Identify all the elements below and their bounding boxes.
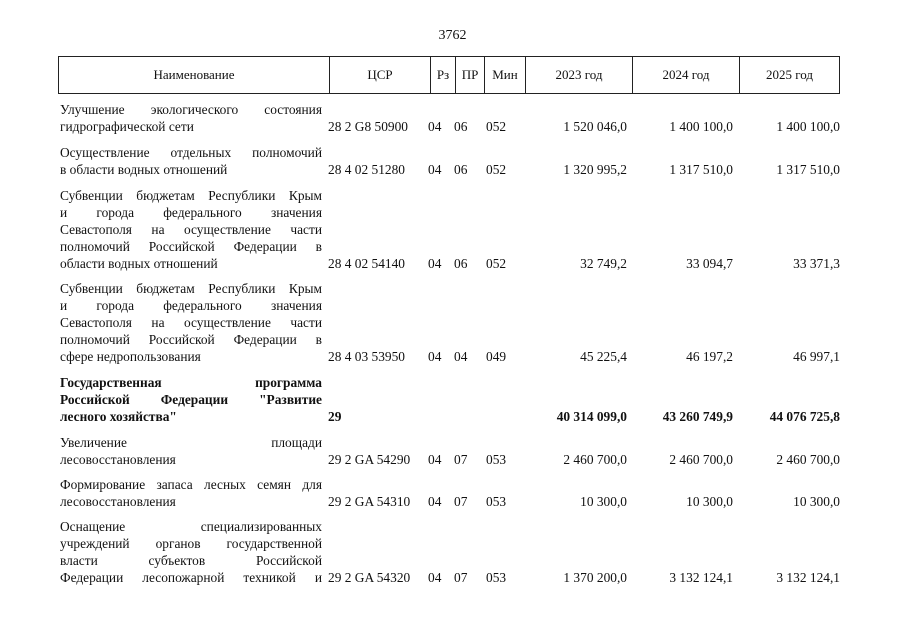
row-2024: 43 260 749,9 (662, 409, 733, 424)
row-rz: 04 (428, 349, 442, 364)
row-name-line: сфере недропользования (60, 349, 201, 364)
row-2025: 33 371,3 (793, 256, 840, 271)
program-row (60, 374, 840, 425)
row-name-line: Севастополя на осуществление части (60, 222, 322, 237)
row-name-line: власти субъектов Российской (60, 553, 322, 568)
row-name-line: учреждений органов государственной (60, 536, 322, 551)
row-2025: 10 300,0 (793, 494, 840, 509)
row-2024: 3 132 124,1 (669, 570, 733, 585)
header-name: Наименование (153, 67, 235, 82)
row-2024: 33 094,7 (686, 256, 733, 271)
row-csr: 29 2 GA 54310 (328, 494, 411, 509)
row-rz: 04 (428, 570, 442, 585)
row-rz: 04 (428, 256, 442, 271)
row-name-line: Улучшение экологического состояния (60, 102, 322, 117)
row-name-line: Субвенции бюджетам Республики Крым (60, 188, 322, 203)
row-min: 053 (486, 452, 507, 467)
row-name-line: Формирование запаса лесных семян для (60, 477, 322, 492)
row-name-line: лесного хозяйства" (60, 409, 177, 424)
row-2025: 2 460 700,0 (776, 452, 840, 467)
row-2023: 1 370 200,0 (563, 570, 627, 585)
table-row (60, 434, 840, 468)
header-2025: 2025 год (739, 57, 839, 93)
row-csr: 28 2 G8 50900 (328, 119, 408, 134)
row-min: 049 (486, 349, 507, 364)
row-name-line: Федерации лесопожарной техникой и (60, 570, 322, 585)
row-min: 052 (486, 119, 507, 134)
row-2025: 46 997,1 (793, 349, 840, 364)
row-min: 053 (486, 570, 507, 585)
row-2025: 1 400 100,0 (776, 119, 840, 134)
row-name-line: Осуществление отдельных полномочий (60, 145, 322, 160)
row-name-line: полномочий Российской Федерации в (60, 239, 322, 254)
table-header (58, 56, 840, 94)
row-name-line: Увеличение площади (60, 435, 322, 450)
row-2023: 40 314 099,0 (556, 409, 627, 424)
row-2023: 32 749,2 (580, 256, 627, 271)
row-2023: 45 225,4 (580, 349, 627, 364)
row-csr: 28 4 02 51280 (328, 162, 405, 177)
row-name-line: гидрографической сети (60, 119, 194, 134)
row-pr: 07 (454, 570, 468, 585)
row-2025: 3 132 124,1 (776, 570, 840, 585)
row-min: 052 (486, 256, 507, 271)
row-2024: 10 300,0 (686, 494, 733, 509)
header-min: Мин (484, 57, 525, 93)
row-2023: 1 320 995,2 (563, 162, 627, 177)
row-csr: 28 4 02 54140 (328, 256, 405, 271)
row-name-line: Оснащение специализированных (60, 519, 322, 534)
header-2024: 2024 год (632, 57, 739, 93)
table-row (60, 144, 840, 178)
row-2023: 2 460 700,0 (563, 452, 627, 467)
row-name-line: Севастополя на осуществление части (60, 315, 322, 330)
row-name-line: лесовосстановления (60, 452, 176, 467)
row-2024: 46 197,2 (686, 349, 733, 364)
row-rz: 04 (428, 162, 442, 177)
row-name-line: Государственная программа (60, 375, 322, 390)
header-rz: Рз (430, 57, 455, 93)
row-name-line: и города федерального значения (60, 205, 322, 220)
header-2023: 2023 год (525, 57, 632, 93)
row-2024: 1 400 100,0 (669, 119, 733, 134)
row-name-line: полномочий Российской Федерации в (60, 332, 322, 347)
row-pr: 07 (454, 452, 468, 467)
row-name-line: лесовосстановления (60, 494, 176, 509)
row-2023: 10 300,0 (580, 494, 627, 509)
page-number: 3762 (438, 28, 467, 43)
row-name-line: Субвенции бюджетам Республики Крым (60, 281, 322, 296)
row-name-line: и города федерального значения (60, 298, 322, 313)
row-csr: 29 2 GA 54290 (328, 452, 411, 467)
row-name-line: области водных отношений (60, 256, 218, 271)
table-row (60, 187, 840, 272)
row-2025: 44 076 725,8 (769, 409, 840, 424)
row-2024: 1 317 510,0 (669, 162, 733, 177)
row-pr: 07 (454, 494, 468, 509)
row-name-line: Российской Федерации "Развитие (60, 392, 322, 407)
table-row (60, 101, 840, 135)
row-csr: 29 (328, 409, 342, 424)
row-2024: 2 460 700,0 (669, 452, 733, 467)
row-rz: 04 (428, 119, 442, 134)
row-min: 052 (486, 162, 507, 177)
table-row (60, 280, 840, 365)
table-row (60, 476, 840, 510)
row-rz: 04 (428, 494, 442, 509)
row-name-line: в области водных отношений (60, 162, 228, 177)
row-pr: 06 (454, 119, 468, 134)
row-2023: 1 520 046,0 (563, 119, 627, 134)
row-csr: 29 2 GA 54320 (328, 570, 411, 585)
row-min: 053 (486, 494, 507, 509)
row-rz: 04 (428, 452, 442, 467)
row-pr: 06 (454, 256, 468, 271)
header-csr: ЦСР (329, 57, 430, 93)
row-pr: 06 (454, 162, 468, 177)
header-pr: ПР (455, 57, 484, 93)
row-2025: 1 317 510,0 (776, 162, 840, 177)
row-pr: 04 (454, 349, 468, 364)
table-row (60, 518, 840, 586)
row-csr: 28 4 03 53950 (328, 349, 405, 364)
